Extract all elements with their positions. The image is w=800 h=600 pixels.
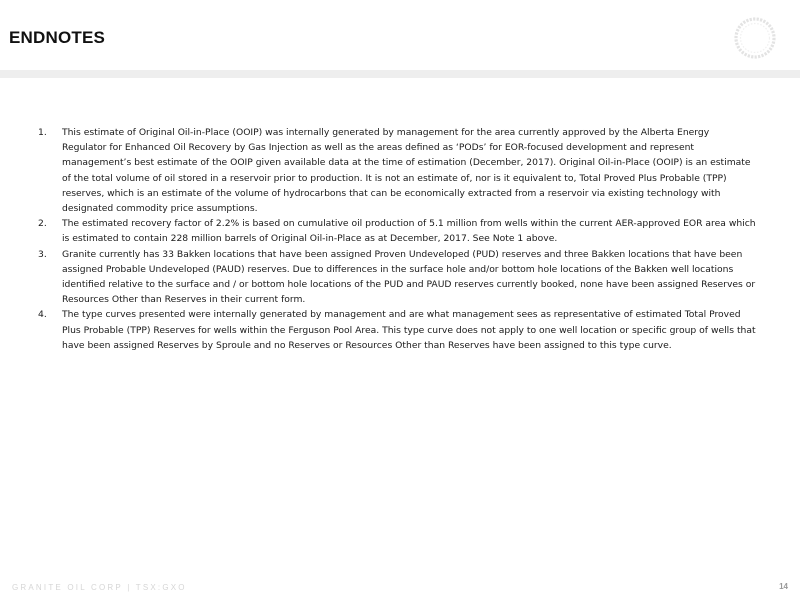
endnote-item	[38, 216, 756, 246]
endnote-number: 2.	[38, 218, 47, 230]
endnote-item	[38, 307, 756, 353]
endnote-text: Granite currently has 33 Bakken locations that have been assigned Proven Undeveloped (PUD) reserves and three Bakken locations that have been assigned Probable Undeveloped (PAUD) reserves. Due to differences in the surface hole and/or bottom hole locations of the Bakken well locations identified relative to the surface and / or bottom hole locations of the PUD and PAUD reserves currently booked, none have been assigned Reserves or Resources Other than Reserves in their current form.	[62, 248, 756, 306]
endnote-text: The estimated recovery factor of 2.2% is based on cumulative oil production of 5.1 million from wells within the current AER-approved EOR area which is estimated to contain 228 million barrels of Original Oil-in-Place as at December, 2017. See Note 1 above.	[62, 218, 756, 245]
header-bar	[0, 0, 800, 72]
header-divider	[0, 70, 800, 78]
endnote-item	[38, 125, 756, 216]
circular-logo-icon	[731, 14, 779, 62]
endnotes-list	[38, 125, 756, 353]
page-title: ENDNOTES	[9, 28, 106, 47]
endnote-number: 1.	[38, 127, 47, 138]
endnote-text: The type curves presented were internally generated by management and are what management sees as representative of estimated Total Proved Plus Probable (TPP) Reserves for wells within the Ferguson Pool Area. This type curve does not apply to one well location or specific group of wells that have been assigned Reserves by Sproule and no Reserves or Resources Other than Reserves have been assigned to this type curve.	[62, 309, 756, 351]
footer-company: GRANITE OIL CORP | TSX:GXO	[12, 583, 187, 592]
endnote-number: 3.	[38, 248, 47, 260]
page-number: 14	[779, 582, 788, 591]
endnote-text: This estimate of Original Oil-in-Place (OOIP) was internally generated by management for the area currently approved by the Alberta Energy Regulator for Enhanced Oil Recovery by Gas Injection as well as the areas defined as ‘PODs’ for EOR-focused development and represent management’s best estimate of the OOIP given available data at the time of estimation (December, 2017). Original Oil-in-Place (OOIP) is an estimate of the total volume of oil stored in a reservoir prior to production. It is not an estimate of, nor is it equivalent to, Total Proved Plus Probable (TPP) reserves, which is an estimate of the volume of hydrocarbons that can be economically extracted from a reservoir via existing technology with designated commodity price assumptions.	[62, 127, 751, 215]
endnote-number: 4.	[38, 309, 47, 321]
endnote-item	[38, 247, 756, 308]
